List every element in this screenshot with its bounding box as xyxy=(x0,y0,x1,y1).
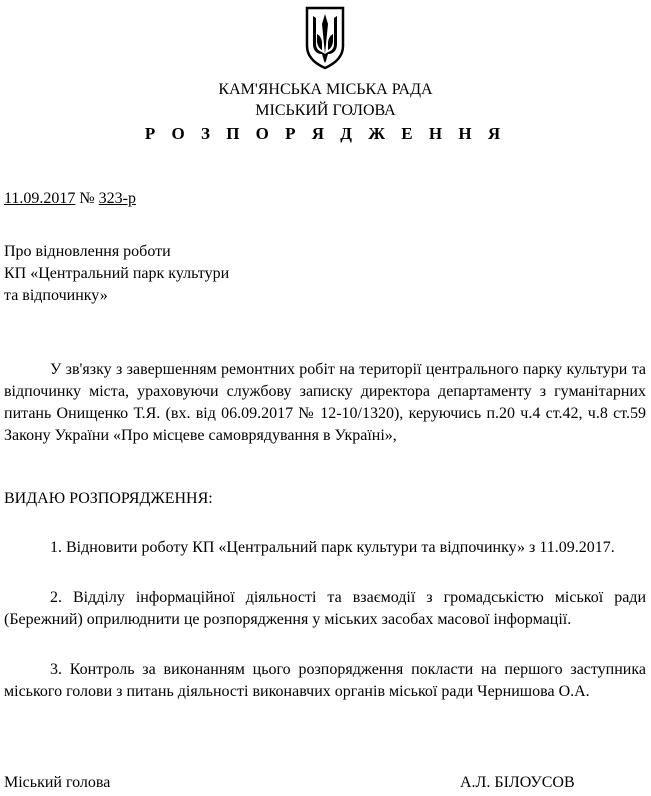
document-date-number xyxy=(4,189,136,209)
document-type-heading: Р О З П О Р Я Д Ж Е Н Н Я xyxy=(144,124,507,143)
subject-line-1: Про відновлення роботи xyxy=(4,243,171,260)
decree-heading: ВИДАЮ РОЗПОРЯДЖЕННЯ: xyxy=(4,490,213,507)
number-sign: № xyxy=(75,190,99,207)
decree-item-2: 2. Відділу інформаційної діяльності та взаємодії з громадськістю міської ради (Бережний) оприлюднити це розпорядження у міських засобах масової інформації. xyxy=(4,589,646,628)
preamble-paragraph: У зв'язку з завершенням ремонтних робіт на території центрального парку культури та відпочинку міста, ураховуючи службову записку директора департаменту з гуманітарних питань Онищенко Т.Я. (вх. від 06.09.2017 № 12-10/1320), керуючись п.20 ч.4 ст.42, ч.8 ст.59 Закону України «Про місцеве самоврядування в Україні», xyxy=(4,361,646,444)
decree-item-1: 1. Відновити роботу КП «Центральний парк культури та відпочинку» з 11.09.2017. xyxy=(50,539,615,556)
subject-line-3: та відпочинку» xyxy=(4,287,108,304)
decree-item-3: 3. Контроль за виконанням цього розпорядження покласти на першого заступника міського голови з питань діяльності виконавчих органів міської ради Чернишова О.А. xyxy=(4,661,646,700)
coat-of-arms-trident-icon xyxy=(304,6,346,70)
signature-title: Міський голова xyxy=(4,774,111,791)
document-date: 11.09.2017 xyxy=(4,190,76,207)
signature-name: А.Л. БІЛОУСОВ xyxy=(460,774,575,791)
mayor-title: МІСЬКИЙ ГОЛОВА xyxy=(255,102,396,119)
council-name: КАМ'ЯНСЬКА МІСЬКА РАДА xyxy=(218,81,433,98)
subject-line-2: КП «Центральний парк культури xyxy=(4,265,230,282)
document-number: 323-р xyxy=(98,190,136,207)
